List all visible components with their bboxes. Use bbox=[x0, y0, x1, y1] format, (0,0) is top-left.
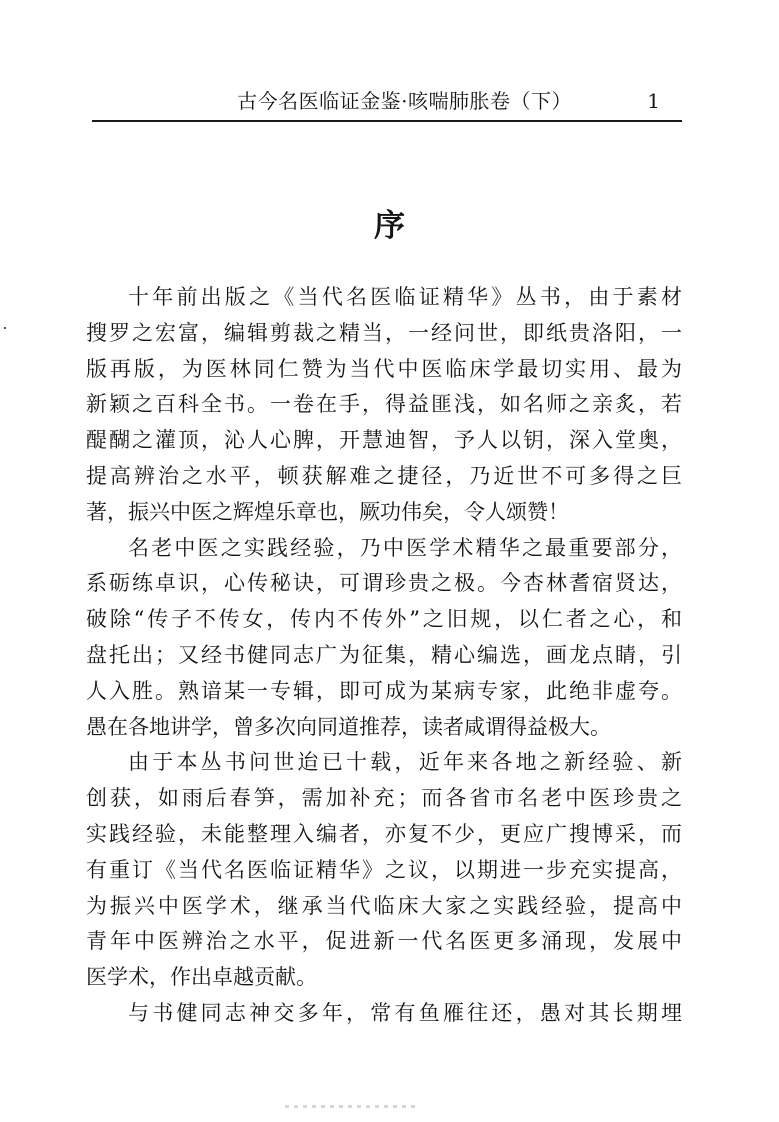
running-header bbox=[92, 88, 682, 118]
text-line: 愚在各地讲学，曾多次向同道推荐，读者咸谓得益极大。 bbox=[86, 714, 611, 739]
text-line: 盘托出；又经书健同志广为征集，精心编选，画龙点睛，引 bbox=[86, 642, 682, 667]
text-line: 版再版，为医林同仁赞为当代中医临床学最切实用、最为 bbox=[86, 356, 682, 381]
text-line: 人入胜。熟谙某一专辑，即可成为某病专家，此绝非虚夸。 bbox=[86, 678, 682, 703]
text-line: 由于本丛书问世迨已十载，近年来各地之新经验、新 bbox=[128, 750, 682, 775]
running-title: 古今名医临证金鉴·咳喘肺胀卷（下） bbox=[237, 89, 572, 113]
text-line: 新颖之百科全书。一卷在手，得益匪浅，如名师之亲炙，若 bbox=[86, 392, 682, 417]
text-line: 有重订《当代名医临证精华》之议，以期进一步充实提高， bbox=[86, 857, 682, 882]
scan-smudge bbox=[285, 1105, 415, 1108]
body-text bbox=[86, 280, 682, 1032]
scan-speck bbox=[4, 327, 6, 329]
section-title: 序 bbox=[374, 208, 405, 244]
text-line: 为振兴中医学术，继承当代临床大家之实践经验，提高中 bbox=[86, 893, 682, 918]
page-number: 1 bbox=[647, 89, 660, 113]
text-line: 青年中医辨治之水平，促进新一代名医更多涌现，发展中 bbox=[86, 929, 682, 954]
text-line: 著，振兴中医之辉煌乐章也，厥功伟矣，令人颂赞！ bbox=[86, 499, 569, 524]
text-line: 醍醐之灌顶，沁人心脾，开慧迪智，予人以钥，深入堂奥， bbox=[86, 428, 682, 453]
text-line: 提高辨治之水平，顿获解难之捷径，乃近世不可多得之巨 bbox=[86, 463, 682, 488]
text-line: 系砺练卓识，心传秘诀，可谓珍贵之极。今杏林耆宿贤达， bbox=[86, 571, 682, 596]
header-rule bbox=[92, 120, 682, 122]
text-line: 医学术，作出卓越贡献。 bbox=[86, 965, 317, 990]
text-line: 与书健同志神交多年，常有鱼雁往还，愚对其长期埋 bbox=[128, 1000, 682, 1025]
text-line: 实践经验，未能整理入编者，亦复不少，更应广搜博采，而 bbox=[86, 821, 682, 846]
text-line: 名老中医之实践经验，乃中医学术精华之最重要部分， bbox=[128, 535, 682, 560]
text-line: 搜罗之宏富，编辑剪裁之精当，一经问世，即纸贵洛阳，一 bbox=[86, 320, 682, 345]
text-line: 十年前出版之《当代名医临证精华》丛书，由于素材 bbox=[128, 285, 682, 309]
text-line: 创获，如雨后春笋，需加补充；而各省市名老中医珍贵之 bbox=[86, 786, 682, 811]
text-line: 破除“传子不传女，传内不传外”之旧规，以仁者之心，和 bbox=[86, 607, 682, 632]
